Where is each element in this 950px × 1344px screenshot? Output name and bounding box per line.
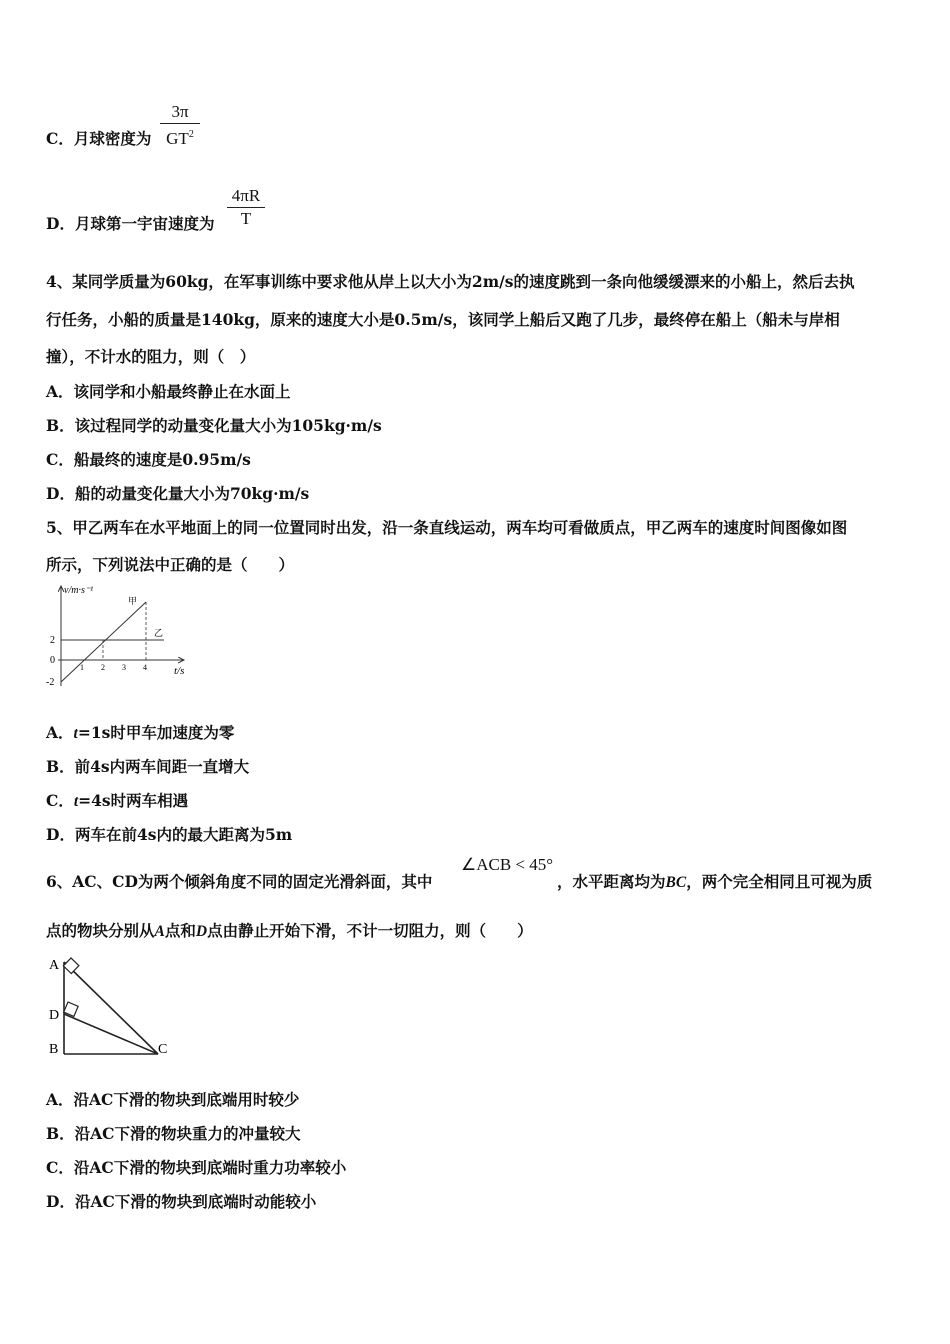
fraction-bar [227, 207, 265, 208]
q3-option-c [46, 127, 151, 149]
q6-option-b: B．沿AC下滑的物块重力的冲量较大 [46, 1124, 301, 1143]
velocity-denominator: T [240, 209, 252, 228]
incline-ac [64, 962, 158, 1054]
point-b-label: B [49, 1042, 59, 1057]
x-tick-1: 1 [80, 663, 84, 672]
block-on-ac [63, 958, 79, 974]
velocity-numerator: 4πR [231, 186, 261, 205]
fraction-bar [160, 123, 200, 124]
series-yi-label: 乙 [154, 628, 164, 638]
q6-stem-line-1-end: ，水平距离均为BC，两个完全相同且可视为质 [557, 872, 873, 891]
incline-dc [64, 1014, 158, 1054]
y-tick-0: 0 [50, 655, 55, 666]
q6-option-c: C．沿AC下滑的物块到底端时重力功率较小 [46, 1158, 347, 1177]
velocity-fraction [227, 186, 265, 229]
q4-stem-line-3: 撞），不计水的阻力，则（ ） [46, 347, 256, 366]
q5-option-c: C．t=4s时两车相遇 [46, 791, 189, 810]
density-denominator: $GT^2$ [166, 129, 194, 148]
q6-option-d: D．沿AC下滑的物块到底端时动能较小 [46, 1192, 317, 1211]
y-tick-minus2: -2 [46, 677, 55, 688]
q5-option-d: D．两车在前4s内的最大距离为5m [46, 825, 293, 844]
series-jia-label: 甲 [128, 596, 138, 606]
angle-condition: ∠ACB < 45° [461, 855, 554, 874]
q6-option-a: A．沿AC下滑的物块到底端用时较少 [46, 1090, 300, 1109]
density-numerator: 3π [171, 102, 189, 121]
density-fraction [160, 102, 200, 149]
q3-option-d-label: D．月球第一宇宙速度为 [46, 214, 215, 233]
point-a-label: A [49, 958, 60, 973]
y-axis-label: v/m·s⁻¹ [64, 585, 94, 596]
q4-option-c: C．船最终的速度是0.95m/s [46, 450, 251, 469]
y-tick-2: 2 [50, 635, 55, 646]
point-c-label: C [158, 1042, 168, 1057]
q6-stem-line-1-start: 6、AC、CD为两个倾斜角度不同的固定光滑斜面，其中 [46, 872, 433, 891]
q4-option-d: D．船的动量变化量大小为70kg·m/s [46, 484, 310, 503]
velocity-time-graph [44, 582, 194, 692]
q5-stem-line-2: 所示，下列说法中正确的是（ ） [46, 555, 295, 574]
x-tick-3: 3 [122, 663, 126, 672]
q4-option-a: A．该同学和小船最终静止在水面上 [46, 382, 291, 401]
q4-option-b: B．该过程同学的动量变化量大小为105kg·m/s [46, 416, 382, 435]
point-d-label: D [49, 1008, 60, 1023]
q5-stem-line-1: 5、甲乙两车在水平地面上的同一位置同时出发，沿一条直线运动，两车均可看做质点，甲乙两车的速度时间图像如图 [46, 518, 848, 537]
x-tick-2: 2 [101, 663, 105, 672]
q6-stem-line-2: 点的物块分别从A点和D点由静止开始下滑，不计一切阻力，则（ ） [46, 921, 533, 940]
q4-stem-line-2: 行任务，小船的质量是140kg，原来的速度大小是0.5m/s，该同学上船后又跑了几步，最终停在船上（船未与岸相 [46, 310, 840, 329]
x-tick-4: 4 [143, 663, 147, 672]
q3-option-d [46, 212, 214, 234]
q4-stem-line-1: 4、某同学质量为60kg，在军事训练中要求他从岸上以大小为2m/s的速度跳到一条向他缓缓漂来的小船上，然后去执 [46, 272, 855, 291]
q3-option-c-label: C．月球密度为 [46, 129, 152, 148]
incline-diagram [44, 952, 179, 1062]
q5-option-a: A．t=1s时甲车加速度为零 [46, 723, 235, 742]
q5-option-b: B．前4s内两车间距一直增大 [46, 757, 250, 776]
x-axis-label: t/s [174, 665, 185, 677]
